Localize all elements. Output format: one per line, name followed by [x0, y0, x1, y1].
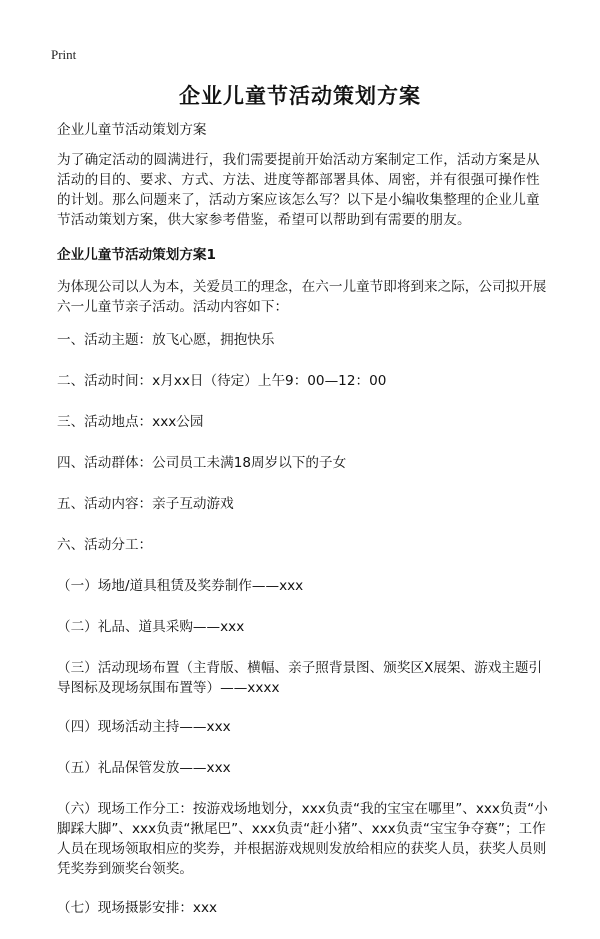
list-item: 五、活动内容：亲子互动游戏: [57, 496, 234, 512]
list-item: 二、活动时间：x月xx日（待定）上午9：00—12：00: [57, 373, 387, 389]
list-item: 一、活动主题：放飞心愿，拥抱快乐: [57, 332, 275, 348]
document-body: [57, 120, 553, 939]
section-heading: 企业儿童节活动策划方案1: [57, 247, 216, 263]
list-item: （二）礼品、道具采购——xxx: [57, 619, 245, 635]
section-intro-paragraph: 为体现公司以人为本，关爱员工的理念，在六一儿童节即将到来之际，公司拟开展六一儿童节亲子活动。活动内容如下：: [57, 279, 547, 315]
list-item: （四）现场活动主持——xxx: [57, 719, 231, 735]
print-label: Print: [51, 47, 77, 62]
list-item: （六）现场工作分工：按游戏场地划分，xxx负责“我的宝宝在哪里”、xxx负责“小脚踩大脚”、xxx负责“揪尾巴”、xxx负责“赶小猪”、xxx负责“宝宝争夺赛”；工作人员在现场领取相应的奖券，并根据游戏规则发放给相应的获奖人员，获奖人员则凭奖券到颁奖台领奖。: [57, 801, 548, 877]
list-item: （七）现场摄影安排：xxx: [57, 900, 218, 916]
list-item: 四、活动群体：公司员工未满18周岁以下的子女: [57, 455, 347, 471]
list-item: （一）场地/道具租赁及奖券制作——xxx: [57, 578, 304, 594]
document-subtitle: 企业儿童节活动策划方案: [57, 122, 207, 138]
list-item: （五）礼品保管发放——xxx: [57, 760, 231, 776]
document-title: 企业儿童节活动策划方案: [179, 84, 421, 108]
list-item: （三）活动现场布置（主背版、横幅、亲子照背景图、颁奖区X展架、游戏主题引导图标及现场氛围布置等）——xxxx: [57, 660, 543, 696]
intro-paragraph: 为了确定活动的圆满进行，我们需要提前开始活动方案制定工作，活动方案是从活动的目的、要求、方式、方法、进度等都部署具体、周密，并有很强可操作性的计划。那么问题来了，活动方案应该怎么写？以下是小编收集整理的企业儿童节活动策划方案，供大家参考借鉴，希望可以帮助到有需要的朋友。: [57, 152, 540, 228]
list-item: 三、活动地点：xxx公园: [57, 414, 204, 430]
list-item: 六、活动分工：: [57, 537, 153, 553]
